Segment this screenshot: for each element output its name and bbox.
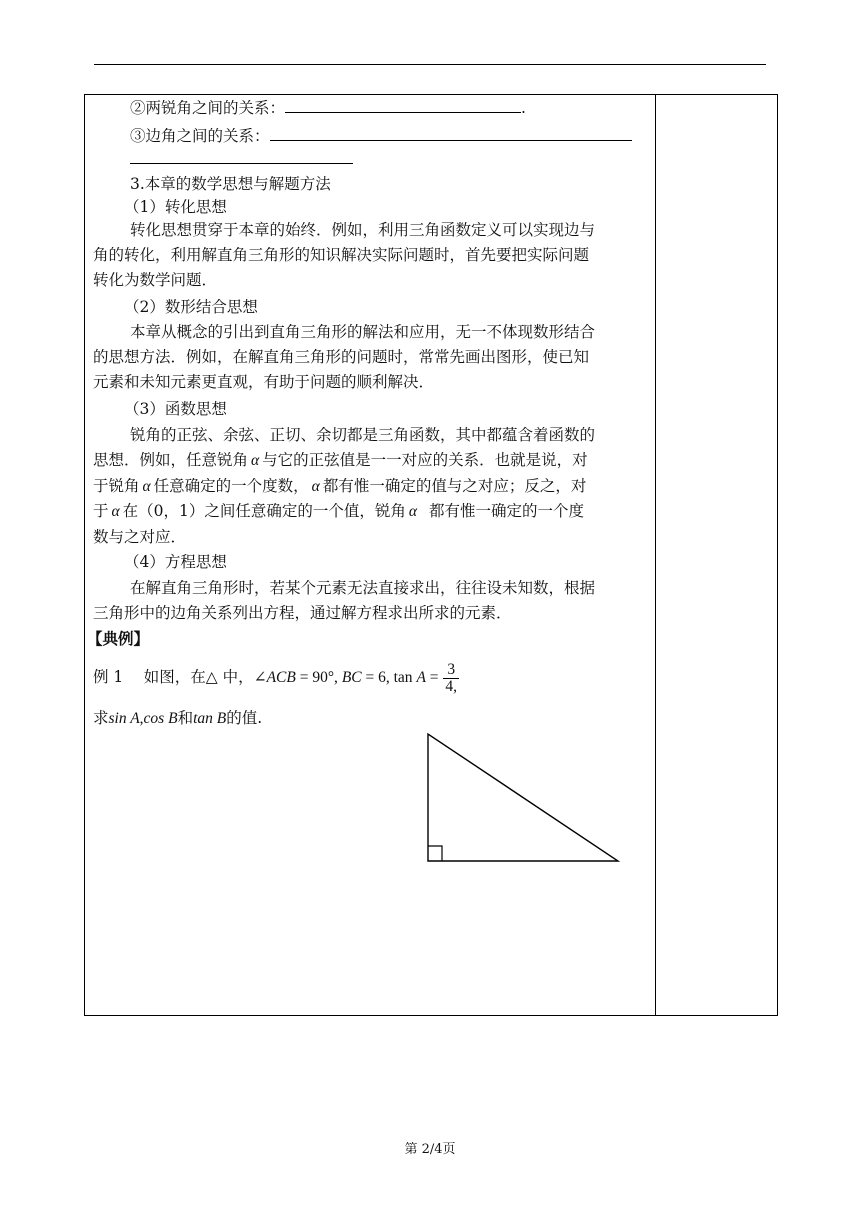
method-3-text-e: 数与之对应． <box>93 528 187 546</box>
relation-sides-blank <box>270 126 632 141</box>
method-4-title: （4）方程思想 <box>124 553 227 571</box>
method-2-title: （2）数形结合思想 <box>124 298 258 316</box>
method-3-text-b-part2: 与它的正弦值是一一对应的关系．也就是说，对 <box>262 451 588 469</box>
right-angle-marker <box>428 846 442 861</box>
fraction-denominator: 4, <box>445 677 458 695</box>
relation-sides-line <box>130 125 632 147</box>
example-header: 【典例】 <box>87 629 150 648</box>
example-1-statement <box>93 660 460 695</box>
method-3-text-c <box>93 475 586 498</box>
triangle-outline <box>428 734 618 861</box>
method-1-text-c: 转化为数学问题． <box>93 271 218 289</box>
example-1-prefix: 例 1 如图，在△ 中， <box>93 668 254 686</box>
method-3-text-c-part2: 任意确定的一个度数， <box>153 477 309 495</box>
var-a: A <box>416 669 426 686</box>
relation-angles-period: . <box>521 99 526 117</box>
table-column-divider <box>655 94 656 1016</box>
method-4-text-a: 在解直角三角形时，若某个元素无法直接求出，往往设未知数，根据 <box>130 579 596 597</box>
relation-angles-label: ②两锐角之间的关系： <box>130 99 286 117</box>
angle-acb: ACB <box>266 669 296 686</box>
method-3-text-d-part1: 于 <box>93 502 109 520</box>
equals-90-deg: = 90°, <box>295 669 342 686</box>
alpha-symbol: α <box>111 503 120 520</box>
header-rule <box>94 64 766 65</box>
alpha-symbol: α <box>142 478 151 495</box>
relation-sides-blank-continued <box>130 163 353 164</box>
tan-b: tan B <box>193 710 227 727</box>
method-3-text-b <box>93 449 588 472</box>
alpha-symbol: α <box>311 478 320 495</box>
method-3-text-d-part3: 都有惟一确定的一个度 <box>429 502 585 520</box>
side-bc: BC <box>341 669 362 686</box>
method-1-title: （1）转化思想 <box>124 198 227 216</box>
method-1-text-a: 转化思想贯穿于本章的始终．例如，利用三角函数定义可以实现边与 <box>130 221 596 239</box>
equals-sign: = <box>425 669 443 686</box>
method-3-text-d <box>93 500 584 523</box>
fraction-3-4 <box>443 662 459 695</box>
method-3-text-c-part3: 都有惟一确定的值与之对应；反之，对 <box>322 477 587 495</box>
cos-b: cos B <box>143 710 178 727</box>
question-and: 和 <box>177 709 194 727</box>
fraction-numerator: 3 <box>443 662 459 679</box>
page-footer: 第 2/4页 <box>404 1142 456 1157</box>
alpha-symbol: α <box>408 503 418 520</box>
method-2-text-a: 本章从概念的引出到直角三角形的解法和应用，无一不体现数形结合 <box>130 323 596 341</box>
method-3-title: （3）函数思想 <box>124 400 227 418</box>
equals-6-tan: = 6, tan <box>361 669 417 686</box>
sin-a: sin A <box>108 710 140 727</box>
alpha-symbol: α <box>251 452 260 469</box>
comma-separator: , <box>139 710 144 727</box>
relation-angles-blank <box>285 98 521 113</box>
method-2-text-c: 元素和未知元素更直观，有助于问题的顺利解决． <box>93 373 435 391</box>
method-4-text-b: 三角形中的边角关系列出方程，通过解方程求出所求的元素． <box>93 604 512 622</box>
method-3-text-a: 锐角的正弦、余弦、正切、余切都是三角函数，其中都蕴含着函数的 <box>130 426 596 444</box>
example-1-formula <box>253 660 460 695</box>
relation-angles-line <box>130 97 526 119</box>
section-3-title: 3.本章的数学思想与解题方法 <box>130 175 331 193</box>
right-triangle-figure <box>420 728 630 868</box>
relation-sides-label: ③边角之间的关系： <box>130 127 270 145</box>
method-3-text-b-part1: 思想．例如，任意锐角 <box>93 451 249 469</box>
example-1-question <box>93 707 262 730</box>
angle-symbol: ∠ <box>253 669 267 686</box>
method-3-text-c-part1: 于锐角 <box>93 477 140 495</box>
method-3-text-d-part2: 在（0，1）之间任意确定的一个值，锐角 <box>122 502 406 520</box>
method-1-text-b: 角的转化，利用解直角三角形的知识解决实际问题时，首先要把实际问题 <box>93 246 590 264</box>
question-prefix: 求 <box>93 709 109 727</box>
method-2-text-b: 的思想方法．例如，在解直角三角形的问题时，常常先画出图形，使已知 <box>93 348 590 366</box>
question-suffix: 的值. <box>226 709 263 727</box>
